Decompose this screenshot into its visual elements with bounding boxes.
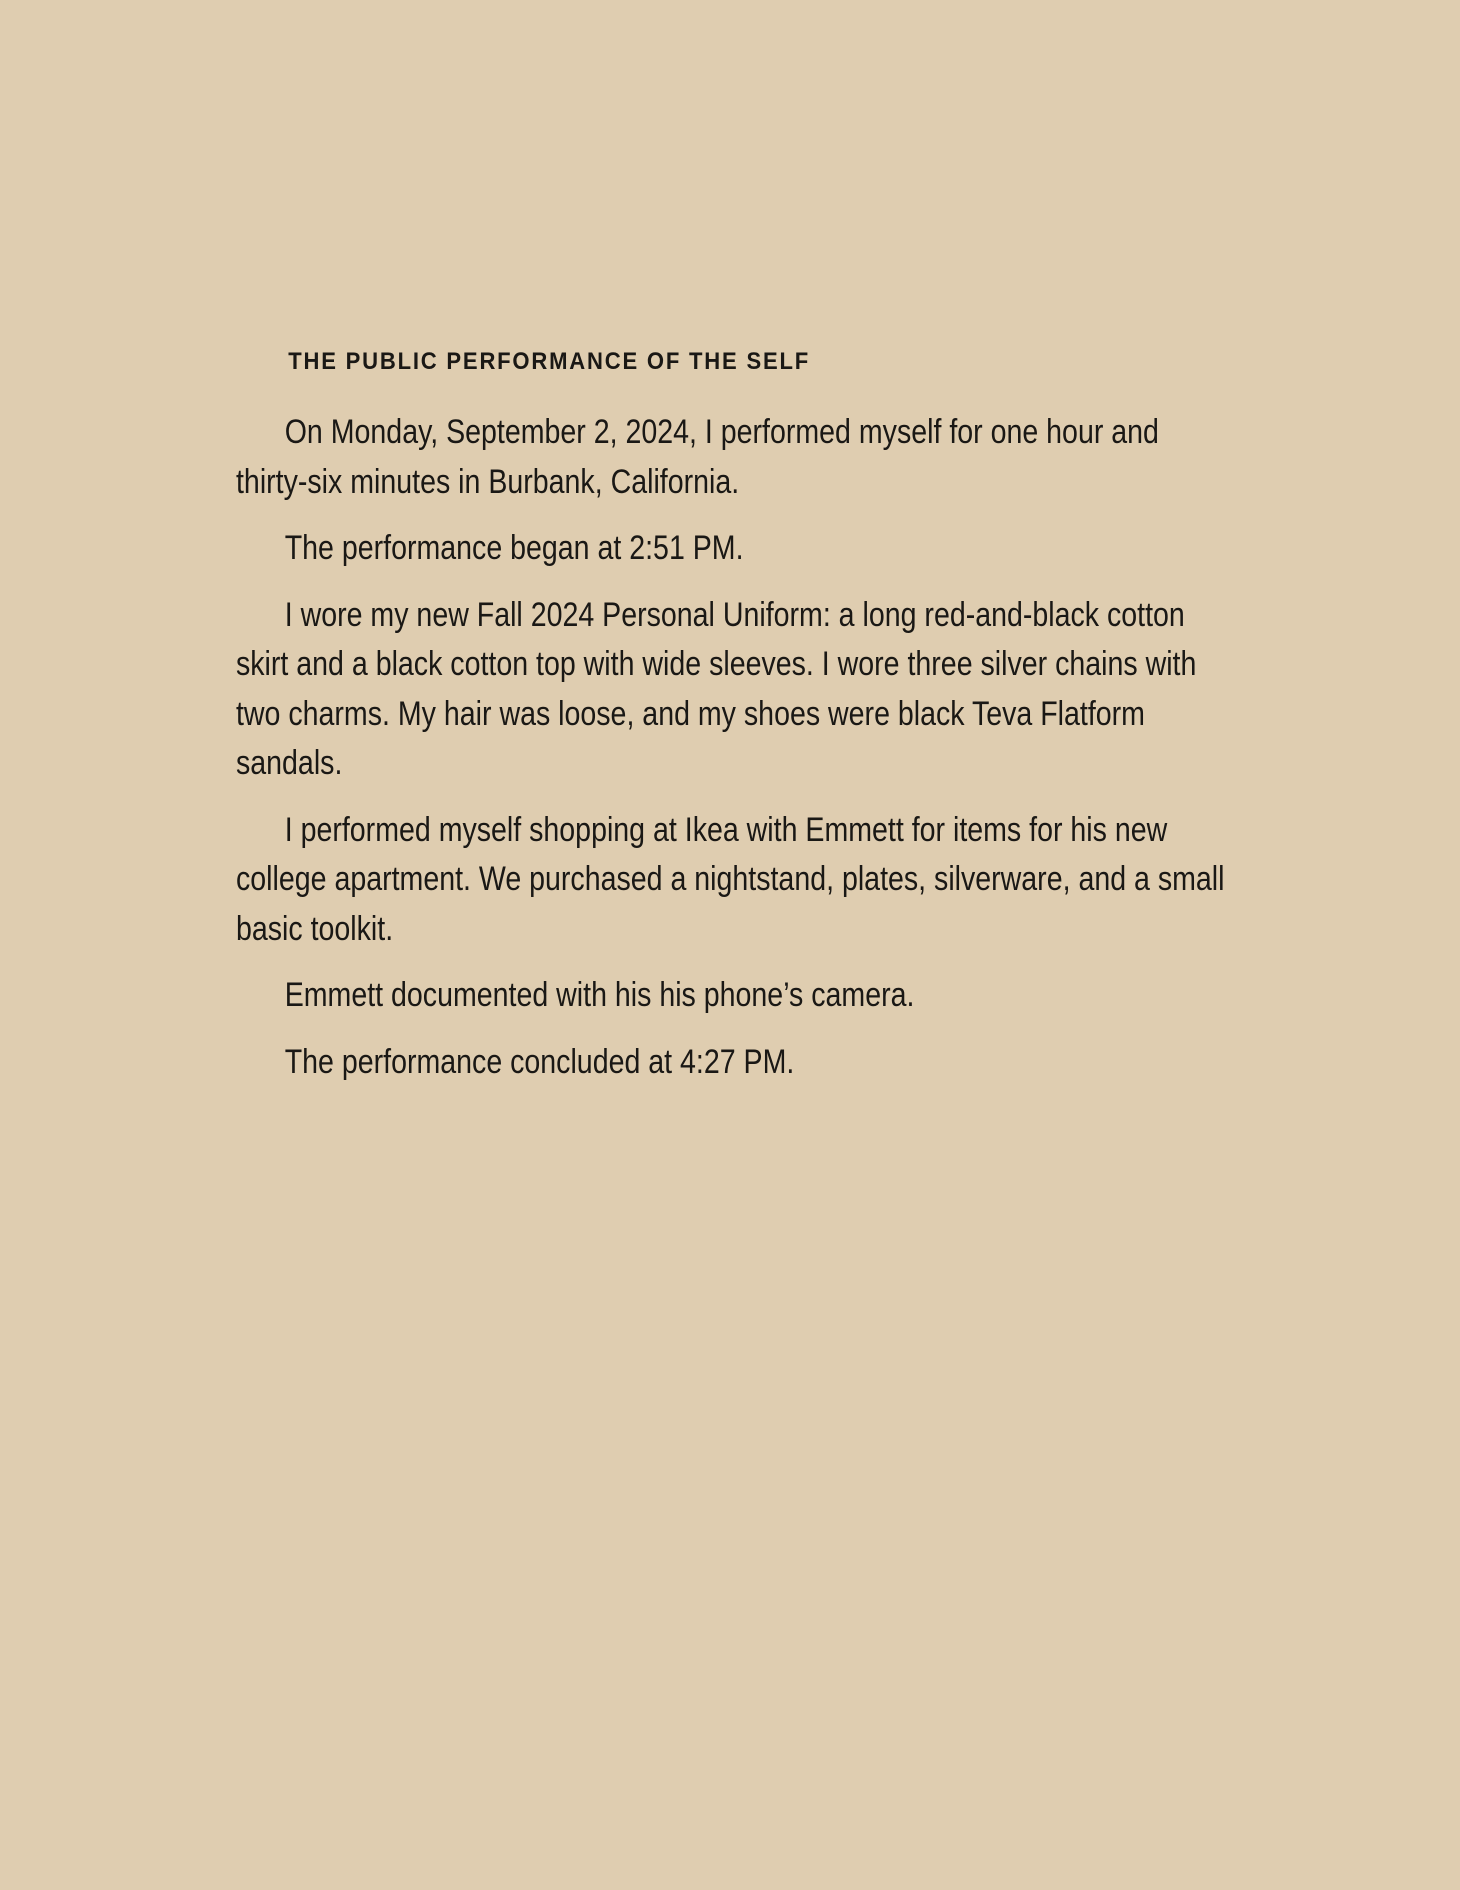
paragraph-uniform: I wore my new Fall 2024 Personal Uniform: a long red-and-black cotton skirt and a black cotton top with wide sleeves. I wore three silver chains with two charms. My hair was loose, and my shoes were black Teva Flatform sandals. [236,595,1197,782]
paragraph-documentation: Emmett documented with his his phone’s camera. [284,976,915,1014]
document-body [236,344,1236,1104]
document-heading: THE PUBLIC PERFORMANCE OF THE SELF [288,348,811,375]
paragraph-start-time: The performance began at 2:51 PM. [284,529,744,567]
paragraph-shopping: I performed myself shopping at Ikea with Emmett for items for his new college apartment. We purchased a nightstand, plates, silverware, and a small basic toolkit. [236,810,1225,948]
paragraph-end-time: The performance concluded at 4:27 PM. [284,1042,795,1081]
paragraph-performance-date: On Monday, September 2, 2024, I performed myself for one hour and thirty-six minutes in Burbank, California. [236,413,1159,501]
